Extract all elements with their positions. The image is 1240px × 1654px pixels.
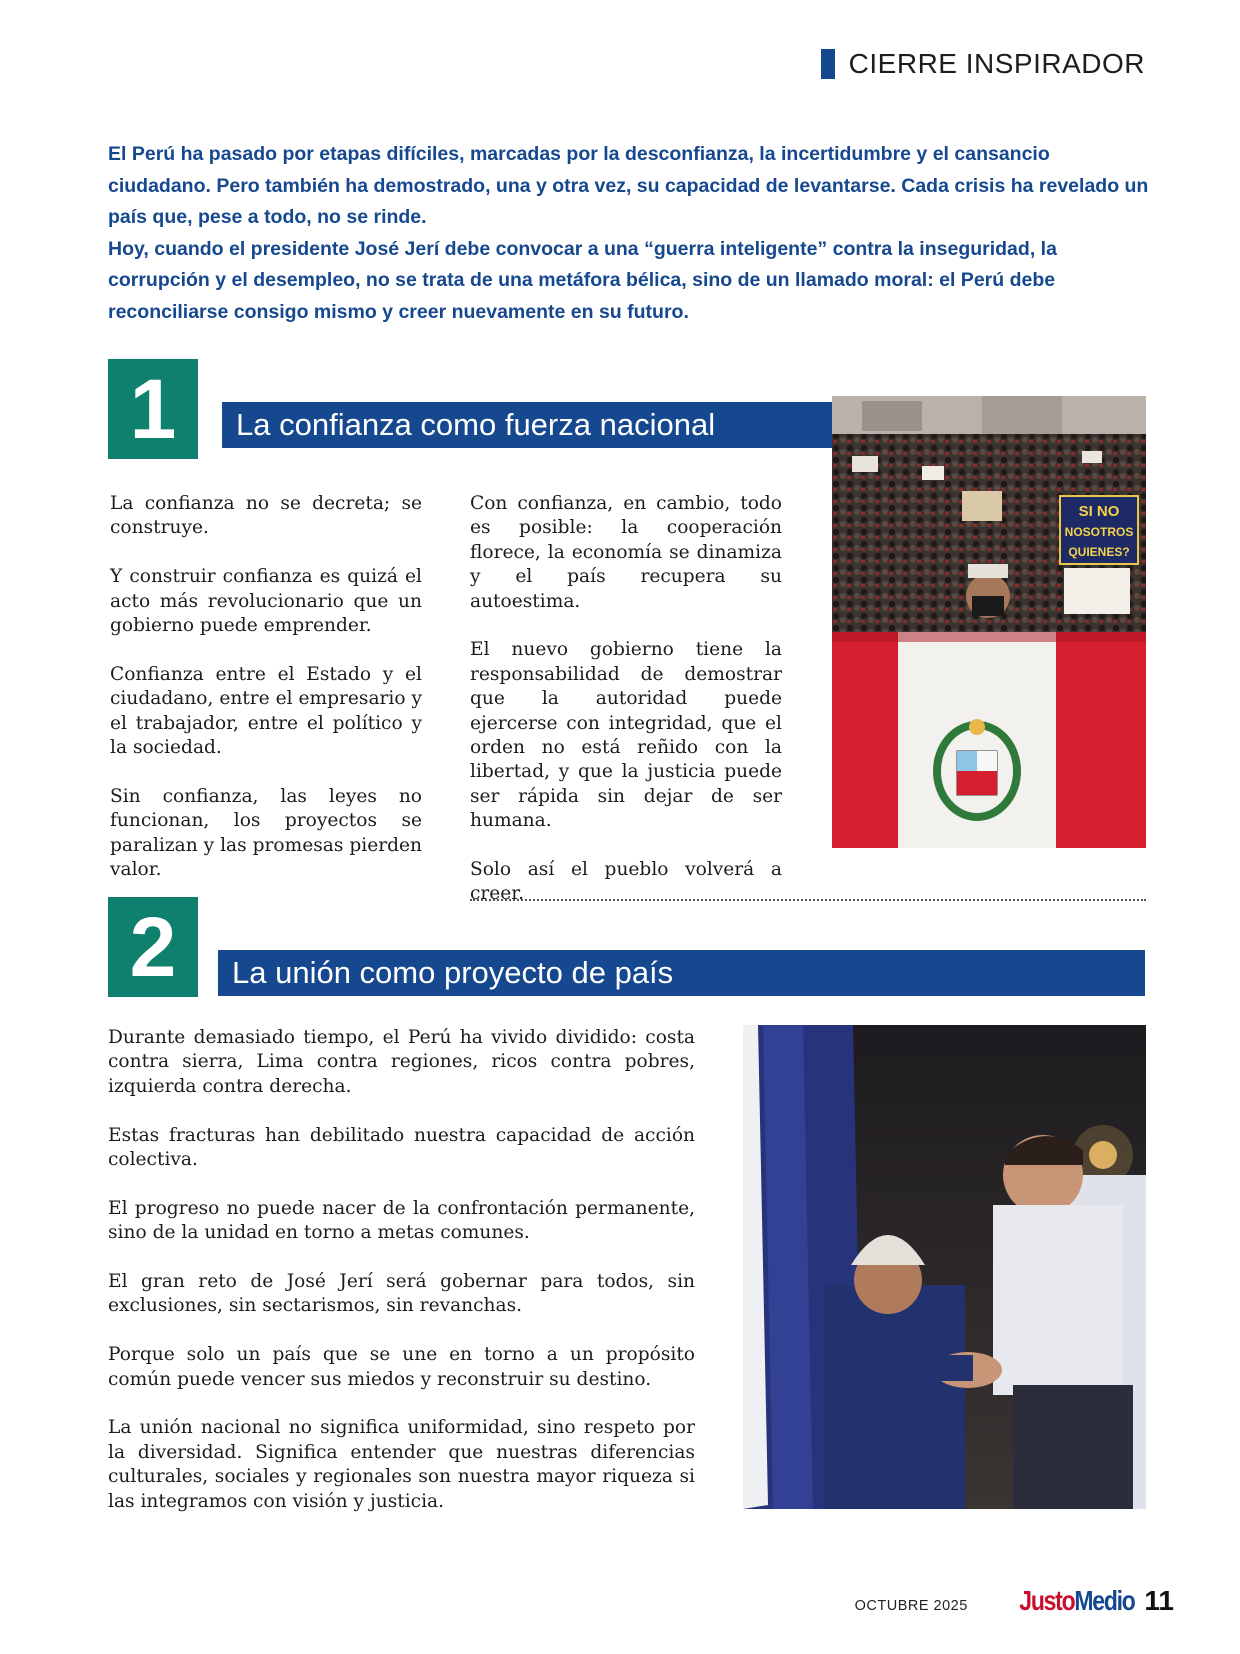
section-1-column-1	[110, 492, 422, 907]
section-number-1: 1	[108, 359, 198, 459]
protest-photo	[832, 396, 1146, 848]
peru-flag	[832, 632, 1146, 848]
body-paragraph: El nuevo gobierno tiene la responsabilidad de demostrar que la autoridad puede ejercerse con integridad, que el orden no está reñido con la libertad, y que la justicia puede ser rápida sin dejar de ser humana.	[470, 639, 782, 832]
body-paragraph: Durante demasiado tiempo, el Perú ha vivido dividido: costa contra sierra, Lima contra regiones, ricos contra pobres, izquierda contra derecha.	[108, 1027, 695, 1097]
body-paragraph: Y construir confianza es quizá el acto más revolucionario que un gobierno puede emprender.	[110, 566, 422, 637]
page-number: 11	[1144, 1585, 1174, 1616]
body-paragraph: El gran reto de José Jerí será gobernar para todos, sin exclusiones, sin sectarismos, sin revanchas.	[108, 1271, 695, 1317]
sign-line: SI NO	[1078, 503, 1120, 520]
body-paragraph: El progreso no puede nacer de la confrontación permanente, sino de la unidad en torno a metas comunes.	[108, 1197, 695, 1244]
handshake-photo	[743, 1025, 1146, 1509]
logo-part-justo: Justo	[1019, 1585, 1075, 1616]
section-divider	[470, 899, 1146, 901]
sign-line: NOSOTROS	[1064, 525, 1134, 539]
body-paragraph: La unión nacional no significa uniformidad, sino respeto por la diversidad. Significa entender que nuestras diferencias culturales, sociales y regionales son nuestra mayor riqueza si las integramos con visión y justicia.	[108, 1417, 695, 1512]
body-paragraph: Solo así el pueblo volverá a creer.	[470, 859, 782, 905]
protest-sign	[1060, 496, 1138, 564]
intro-paragraph: El Perú ha pasado por etapas difíciles, marcadas por la desconfianza, la incertidumbre y el cansancio ciudadano. Pero también ha demostrado, una y otra vez, su capacidad de levantarse. Cada crisis ha revelado un país que, pese a todo, no se rinde.	[108, 143, 1149, 228]
section-2-body	[108, 1026, 695, 1538]
section-tag-label: CIERRE INSPIRADOR	[848, 48, 1145, 79]
section-2-title: La unión como proyecto de país	[218, 950, 1145, 996]
body-paragraph: Confianza entre el Estado y el ciudadano, entre el empresario y el trabajador, entre el político y la sociedad.	[110, 663, 422, 759]
body-paragraph: Porque solo un país que se une en torno a un propósito común puede vencer sus miedos y reconstruir su destino.	[108, 1344, 695, 1390]
section-tag-bar	[821, 49, 835, 79]
handshake-photo-illustration	[743, 1025, 1146, 1509]
section-tag	[821, 48, 1145, 80]
body-paragraph: Sin confianza, las leyes no funcionan, los proyectos se paralizan y las promesas pierden valor.	[110, 785, 422, 881]
logo-part-medio: Medio	[1074, 1585, 1135, 1616]
intro-text	[108, 139, 1153, 328]
body-paragraph: La confianza no se decreta; se construye.	[110, 493, 422, 539]
sign-line: QUIENES?	[1068, 545, 1130, 559]
issue-date: OCTUBRE 2025	[854, 1598, 968, 1614]
body-paragraph: Estas fracturas han debilitado nuestra capacidad de acción colectiva.	[108, 1124, 695, 1171]
magazine-logo	[1019, 1585, 1134, 1617]
section-number-2: 2	[108, 897, 198, 997]
section-1-title: La confianza como fuerza nacional	[222, 402, 832, 448]
page-footer	[855, 1585, 1174, 1617]
body-paragraph: Con confianza, en cambio, todo es posible: la cooperación florece, la economía se dinamiza y el país recupera su autoestima.	[470, 493, 782, 612]
protest-photo-illustration	[832, 396, 1146, 848]
intro-paragraph: Hoy, cuando el presidente José Jerí debe convocar a una “guerra inteligente” contra la inseguridad, la corrupción y el desempleo, no se trata de una metáfora bélica, sino de un llamado moral: el Perú debe reconciliarse consigo mismo y creer nuevamente en su futuro.	[108, 237, 1057, 323]
section-1-column-2	[470, 492, 782, 931]
